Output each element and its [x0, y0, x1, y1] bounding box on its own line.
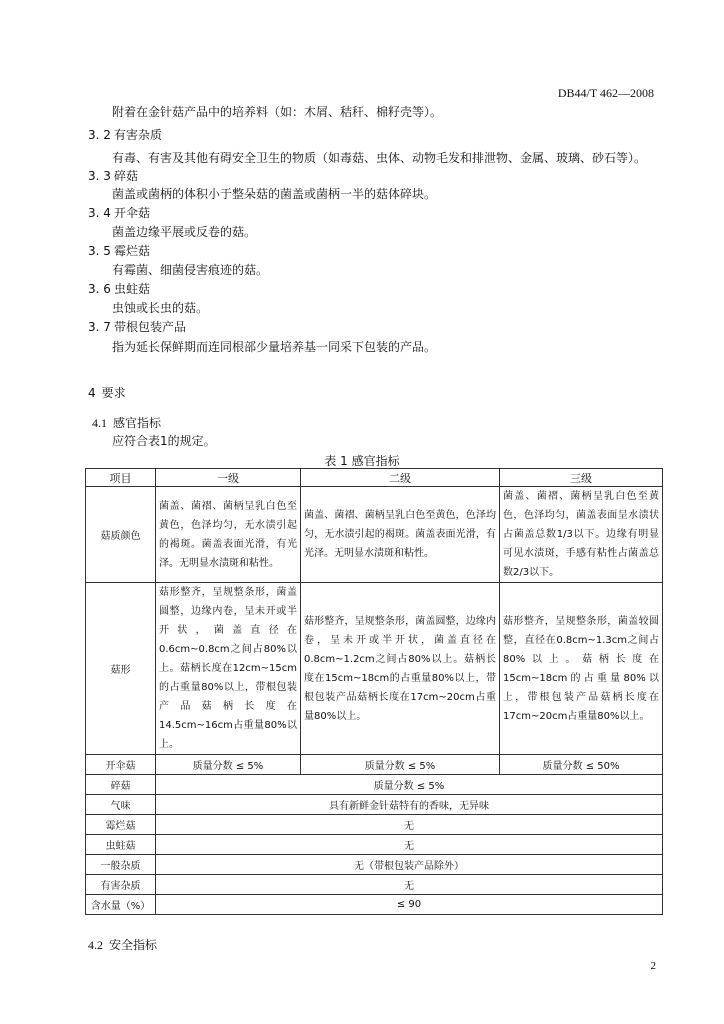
- body-line: 应符合表1的规定。: [112, 434, 216, 448]
- table-header-row: [86, 469, 663, 487]
- cell-grade-3: 质量分数 ≤ 50%: [500, 755, 663, 775]
- body-line: 虫蚀或长虫的菇。: [112, 301, 209, 315]
- clause-heading-3-6: [88, 281, 150, 297]
- table-row: [86, 583, 663, 755]
- cell-grade-2: 质量分数 ≤ 5%: [301, 755, 500, 775]
- clause-title: 虫蛀菇: [114, 282, 151, 296]
- cell-grade-1: 菌盖、菌褶、菌柄呈乳白色至黄色，色泽均匀，无水渍引起的褐斑。菌盖表面光滑，有光泽。无明显水渍斑和粘性。: [156, 487, 301, 583]
- merged-cell: 质量分数 ≤ 5%: [156, 775, 663, 795]
- cell-grade-2: 菌盖、菌褶、菌柄呈乳白色至黄色，色泽均匀，无水渍引起的褐斑。菌盖表面光滑，有光泽。无明显水渍斑和粘性。: [301, 487, 500, 583]
- clause-title: 开伞菇: [114, 206, 151, 220]
- table-row: [86, 795, 663, 815]
- clause-title: 安全指标: [109, 938, 158, 952]
- table-row: [86, 755, 663, 775]
- body-line: 有霉菌、细菌侵害痕迹的菇。: [112, 263, 269, 277]
- body-line: 指为延长保鲜期而连同根部少量培养基一同采下包装的产品。: [112, 340, 437, 354]
- clause-title: 有害杂质: [114, 128, 163, 142]
- cell-grade-1: 质量分数 ≤ 5%: [156, 755, 301, 775]
- clause-number: 3. 2: [88, 128, 111, 142]
- page-number: 2: [650, 960, 656, 972]
- row-label: 开伞菇: [86, 755, 156, 775]
- sensory-index-table: [85, 468, 663, 915]
- table-row: [86, 487, 663, 583]
- clause-number: 3. 5: [88, 244, 111, 258]
- merged-cell: ≤ 90: [156, 895, 663, 915]
- row-label: 菇形: [86, 583, 156, 755]
- clause-title: 感官指标: [113, 416, 162, 430]
- clause-heading-4-1: [92, 415, 161, 431]
- row-label: 有害杂质: [86, 875, 156, 895]
- merged-cell: 无: [156, 835, 663, 855]
- body-line: 有毒、有害及其他有碍安全卫生的物质（如毒菇、虫体、动物毛发和排泄物、金属、玻璃、砂石等）。: [112, 151, 647, 165]
- table-row: [86, 855, 663, 875]
- clause-number: 3. 4: [88, 206, 111, 220]
- header-grade-3: 三级: [500, 469, 663, 487]
- table-caption: 表 1 感官指标: [324, 454, 400, 468]
- clause-heading-3-2: [88, 127, 162, 143]
- row-label: 一般杂质: [86, 855, 156, 875]
- header-grade-2: 二级: [301, 469, 500, 487]
- merged-cell: 无（带根包装产品除外）: [156, 855, 663, 875]
- clause-number: 3. 6: [88, 282, 111, 296]
- clause-heading-3-7: [88, 319, 186, 335]
- table-row: [86, 895, 663, 915]
- row-label: 霉烂菇: [86, 815, 156, 835]
- clause-heading-3-3: [88, 168, 138, 184]
- clause-title: 碎菇: [114, 169, 139, 183]
- merged-cell: 无: [156, 875, 663, 895]
- cell-grade-1: 菇形整齐，呈规整条形，菌盖圆整，边缘内卷，呈未开或半开状，菌盖直径在0.6cm~0.8cm之间占80%以上。菇柄长度在12cm~15cm的占重量80%以上，带根包装产品菇柄长度在14.5cm~16cm占重量80%以上。: [156, 583, 301, 755]
- body-line: 菌盖或菌柄的体积小于整朵菇的菌盖或菌柄一半的菇体碎块。: [112, 187, 437, 201]
- clause-heading-3-4: [88, 205, 150, 221]
- table-row: [86, 875, 663, 895]
- section-number: 4: [88, 386, 96, 400]
- row-label: 气味: [86, 795, 156, 815]
- table-row: [86, 835, 663, 855]
- header-item: 项目: [86, 469, 156, 487]
- clause-number: 4.1: [92, 416, 107, 430]
- cell-grade-3: 菌盖、菌褶、菌柄呈乳白色至黄色，色泽均匀，菌盖表面呈水渍状占菌盖总数1/3以下。边缘有明显可见水渍斑，手感有粘性占菌盖总数2/3以下。: [500, 487, 663, 583]
- header-grade-1: 一级: [156, 469, 301, 487]
- body-line: 附着在金针菇产品中的培养料（如：木屑、秸秆、棉籽壳等）。: [112, 105, 443, 119]
- cell-grade-3: 菇形整齐，呈规整条形，菌盖较圆整，直径在0.8cm~1.3cm之间占80%以上。菇柄长度在15cm~18cm的占重量80%以上，带根包装产品菇柄长度在17cm~20cm占重量80%以上。: [500, 583, 663, 755]
- row-label: 虫蛀菇: [86, 835, 156, 855]
- clause-title: 霉烂菇: [114, 244, 151, 258]
- merged-cell: 无: [156, 815, 663, 835]
- section-heading-4: [88, 385, 126, 401]
- clause-number: 4.2: [88, 938, 103, 952]
- clause-number: 3. 3: [88, 169, 111, 183]
- row-label: 碎菇: [86, 775, 156, 795]
- body-line: 菌盖边缘平展或反卷的菇。: [112, 225, 257, 239]
- clause-heading-4-2: [88, 937, 157, 953]
- row-label: 菇质颜色: [86, 487, 156, 583]
- row-label: 含水量（%）: [86, 895, 156, 915]
- table-row: [86, 775, 663, 795]
- cell-grade-2: 菇形整齐，呈规整条形，菌盖圆整，边缘内卷，呈未开或半开状，菌盖直径在0.8cm~1.2cm之间占80%以上。菇柄长度在15cm~18cm的占重量80%以上，带根包装产品菇柄长度在17cm~20cm占重量80%以上。: [301, 583, 500, 755]
- clause-number: 3. 7: [88, 320, 111, 334]
- section-title: 要求: [101, 386, 126, 400]
- merged-cell: 具有新鲜金针菇特有的香味，无异味: [156, 795, 663, 815]
- document-id: DB44/T 462—2008: [557, 86, 654, 100]
- clause-heading-3-5: [88, 243, 150, 259]
- table-row: [86, 815, 663, 835]
- clause-title: 带根包装产品: [114, 320, 187, 334]
